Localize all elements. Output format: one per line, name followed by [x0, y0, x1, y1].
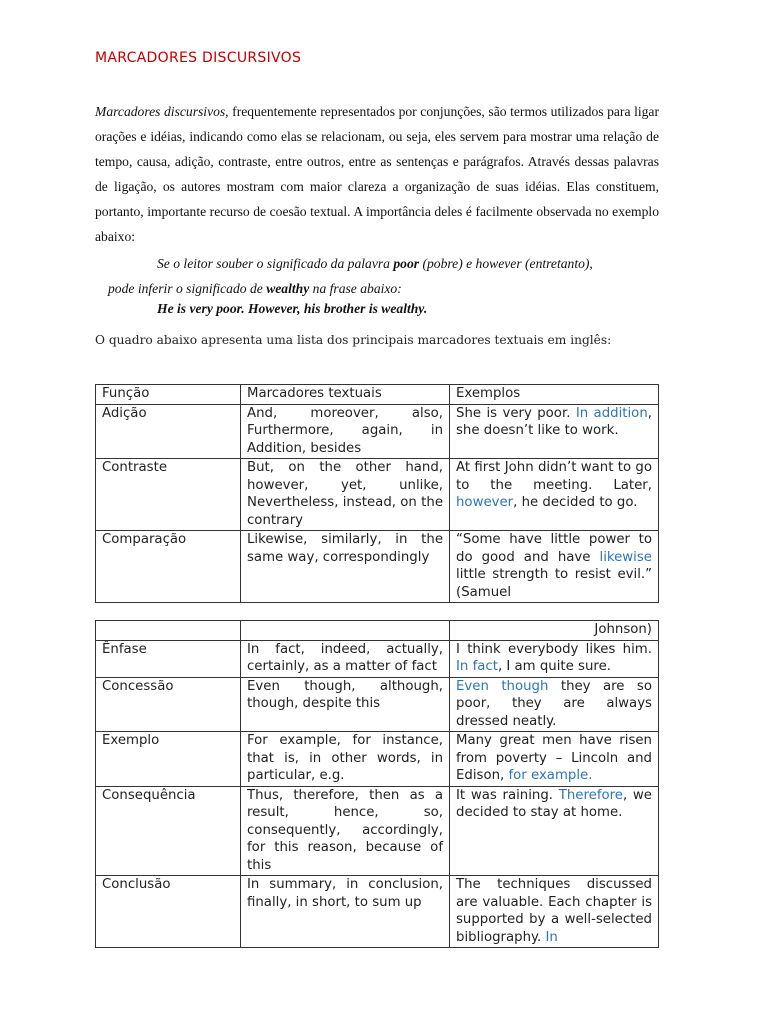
example-cell: Johnson) [450, 621, 659, 641]
markers-cell: Even though, although, though, despite this [241, 677, 450, 732]
markers-table-part-2 [95, 620, 659, 948]
example-text: , we decided to stay at home. [456, 787, 652, 820]
highlighted-marker: likewise [599, 549, 652, 565]
highlighted-marker: In addition [575, 405, 648, 421]
intro-paragraph [95, 99, 659, 249]
table-row [96, 459, 659, 531]
markers-cell: For example, for instance, that is, in other words, in particular, e.g. [241, 732, 450, 787]
table-cell [96, 621, 241, 641]
function-cell: Conclusão [96, 876, 241, 948]
example-cell [450, 677, 659, 732]
highlighted-marker: In [545, 929, 558, 945]
example-bold-word: wealthy [266, 281, 310, 296]
highlighted-marker: In fact [456, 659, 498, 674]
header-cell: Marcadores textuais [241, 385, 450, 405]
markers-table-part-1 [95, 384, 659, 603]
table-row [96, 531, 659, 603]
markers-cell: But, on the other hand, however, yet, unlike, Nevertheless, instead, on the contrary [241, 459, 450, 531]
example-cell [450, 876, 659, 948]
table-row [96, 786, 659, 876]
example-text: pode inferir o significado de [108, 281, 267, 296]
function-cell: Concessão [96, 677, 241, 732]
example-cell [450, 732, 659, 787]
example-text: , she doesn’t like to work. [456, 405, 652, 438]
function-cell: Exemplo [96, 732, 241, 787]
example-line-1 [95, 251, 659, 276]
example-line-2 [95, 276, 659, 301]
example-cell [450, 786, 659, 876]
document-title: MARCADORES DISCURSIVOS [95, 50, 302, 66]
highlighted-marker: however [456, 495, 514, 510]
table-continuation-row [96, 621, 659, 641]
example-cell [450, 404, 659, 459]
intro-lead: Marcadores discursivos, [95, 104, 229, 119]
example-cell [450, 459, 659, 531]
table-intro: O quadro abaixo apresenta uma lista dos principais marcadores textuais em inglês: [95, 333, 612, 347]
example-text: little strength to resist evil.” (Samuel [456, 567, 652, 600]
function-cell: Contraste [96, 459, 241, 531]
example-text: At first John didn’t want to go to the meeting. Later, [456, 460, 652, 493]
table-row [96, 876, 659, 948]
example-sentence: He is very poor. However, his brother is wealthy. [157, 301, 428, 316]
highlighted-marker: Therefore [558, 787, 623, 803]
example-text: She is very poor. [456, 405, 576, 421]
table-row [96, 404, 659, 459]
example-text: Se o leitor souber o significado da palavra [157, 256, 394, 271]
table-row [96, 732, 659, 787]
intro-text: frequentemente representados por conjunções, são termos utilizados para ligar orações e idéias, indicando como elas se relacionam, ou seja, eles servem para mostrar uma relação de tempo, causa, adição, contraste, entre outros, entre as sentenças e parágrafos. Através dessas palavras de ligação, os autores mostram com maior clareza a organização de suas idéias. Elas constituem, portanto, importante recurso de coesão textual. A importância deles é facilmente observada no exemplo abaixo: [95, 104, 659, 244]
function-cell: Comparação [96, 531, 241, 603]
example-text: they are so poor, they are always dressed neatly. [456, 678, 652, 729]
table-cell [241, 621, 450, 641]
example-paragraph [95, 251, 659, 301]
example-text: na frase abaixo: [309, 281, 402, 296]
header-cell: Função [96, 385, 241, 405]
markers-cell: And, moreover, also, Furthermore, again, in Addition, besides [241, 404, 450, 459]
example-text: It was raining. [456, 787, 559, 803]
example-text: The techniques discussed are valuable. Each chapter is supported by a well-selected bibliography. [456, 877, 652, 945]
example-text: , I am quite sure. [497, 659, 611, 674]
example-text: “Some have little power to do good and have [456, 532, 652, 565]
example-cell [450, 531, 659, 603]
markers-cell: In summary, in conclusion, finally, in short, to sum up [241, 876, 450, 948]
example-bold-word: poor [393, 256, 420, 271]
table-row [96, 677, 659, 732]
markers-cell: Likewise, similarly, in the same way, correspondingly [241, 531, 450, 603]
header-cell: Exemplos [450, 385, 659, 405]
function-cell: Ênfase [96, 640, 241, 677]
function-cell: Adição [96, 404, 241, 459]
highlighted-marker: Even though [456, 678, 549, 694]
example-text: (pobre) e however (entretanto), [419, 256, 593, 271]
highlighted-marker: for example. [508, 768, 593, 783]
table-header-row [96, 385, 659, 405]
markers-cell: Thus, therefore, then as a result, hence, so, consequently, accordingly, for this reason, because of this [241, 786, 450, 876]
table-row [96, 640, 659, 677]
markers-cell: In fact, indeed, actually, certainly, as a matter of fact [241, 640, 450, 677]
function-cell: Consequência [96, 786, 241, 876]
example-cell [450, 640, 659, 677]
example-text: , he decided to go. [513, 495, 638, 510]
example-text: Many great men have risen from poverty – Lincoln and Edison, [456, 733, 652, 783]
example-text: I think everybody likes him. [456, 641, 652, 657]
